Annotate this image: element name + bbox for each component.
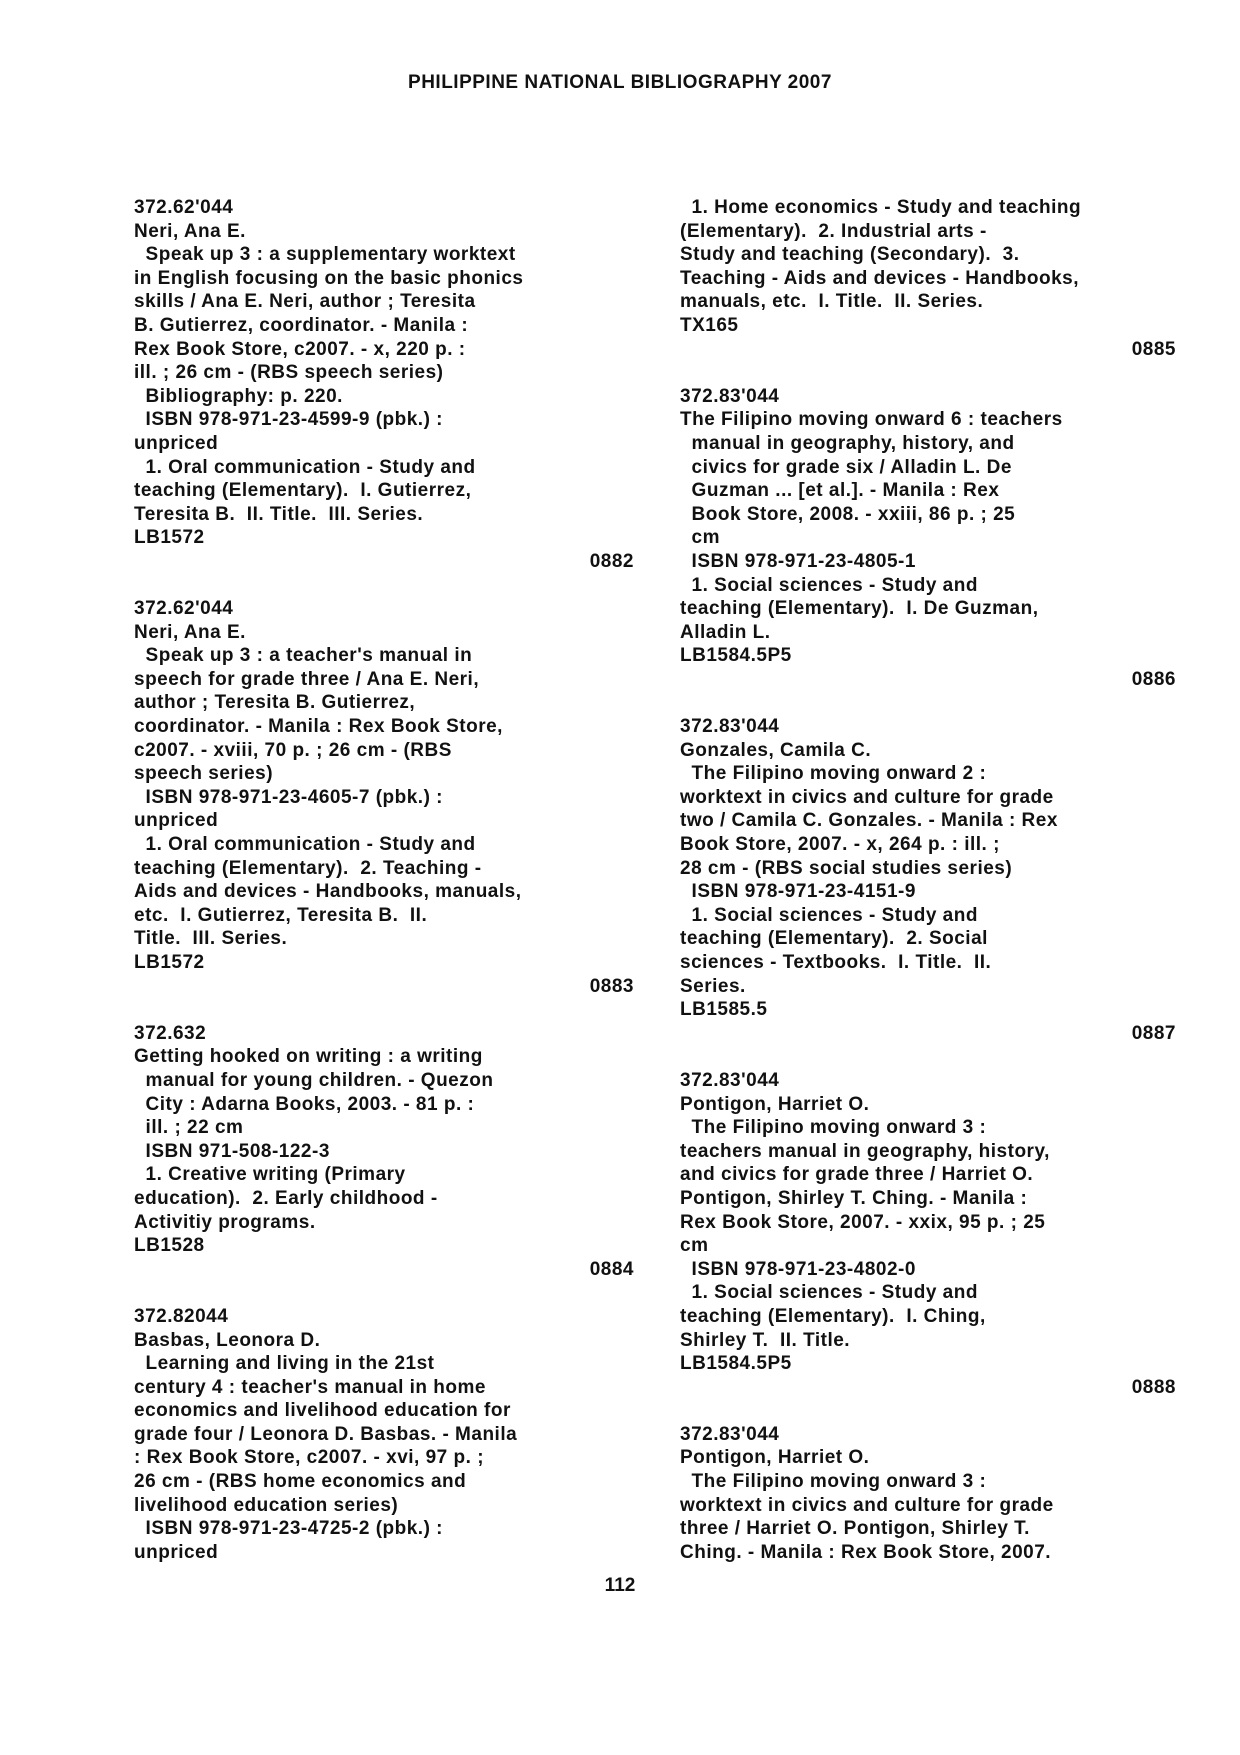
entry-number: 0883 — [589, 975, 634, 997]
text-line: manual for young children. - Quezon — [134, 1069, 494, 1091]
page-title: PHILIPPINE NATIONAL BIBLIOGRAPHY 2007 — [408, 72, 832, 93]
text-line: Teresita B. II. Title. III. Series. — [134, 503, 424, 525]
text-line: Shirley T. II. Title. — [680, 1329, 851, 1351]
text-line: Book Store, 2008. - xxiii, 86 p. ; 25 — [680, 503, 1016, 525]
text-line: teaching (Elementary). 2. Teaching - — [134, 857, 482, 879]
text-line: B. Gutierrez, coordinator. - Manila : — [134, 314, 469, 336]
text-line: in English focusing on the basic phonics — [134, 267, 524, 289]
entry-number: 0887 — [1131, 1022, 1176, 1044]
text-line: LB1584.5P5 — [680, 1353, 792, 1375]
text-line: Teaching - Aids and devices - Handbooks, — [680, 267, 1080, 289]
text-line: Getting hooked on writing : a writing — [134, 1046, 483, 1068]
text-line: grade four / Leonora D. Basbas. - Manila — [134, 1423, 518, 1445]
text-line: City : Adarna Books, 2003. - 81 p. : — [134, 1093, 475, 1115]
text-line: century 4 : teacher's manual in home — [134, 1376, 486, 1398]
text-line: teaching (Elementary). 2. Social — [680, 928, 988, 950]
text-line: author ; Teresita B. Gutierrez, — [134, 692, 416, 714]
text-line: c2007. - xviii, 70 p. ; 26 cm - (RBS — [134, 739, 452, 761]
text-line: ISBN 978-971-23-4599-9 (pbk.) : — [134, 409, 444, 431]
text-line: coordinator. - Manila : Rex Book Store, — [134, 716, 503, 738]
text-line: 28 cm - (RBS social studies series) — [680, 857, 1013, 879]
text-line: ill. ; 26 cm - (RBS speech series) — [134, 362, 444, 384]
text-line: 372.62'044 — [134, 598, 234, 620]
entry-number: 0886 — [1131, 668, 1176, 690]
text-line: Rex Book Store, 2007. - xxix, 95 p. ; 25 — [680, 1211, 1046, 1233]
text-line: speech series) — [134, 763, 274, 785]
text-line: 1. Social sciences - Study and — [680, 574, 978, 596]
text-line: The Filipino moving onward 3 : — [680, 1117, 987, 1139]
text-line: and civics for grade three / Harriet O. — [680, 1164, 1034, 1186]
text-line: civics for grade six / Alladin L. De — [680, 456, 1012, 478]
text-line: 1. Oral communication - Study and — [134, 834, 476, 856]
text-line: 372.632 — [134, 1022, 207, 1044]
text-line: LB1572 — [134, 952, 205, 973]
text-line: Alladin L. — [680, 621, 771, 643]
text-line: Pontigon, Harriet O. — [680, 1093, 870, 1115]
text-line: skills / Ana E. Neri, author ; Teresita — [134, 291, 476, 313]
text-line: 1. Social sciences - Study and — [680, 904, 978, 926]
text-line: 1. Social sciences - Study and — [680, 1282, 978, 1304]
text-line: Neri, Ana E. — [134, 621, 246, 643]
text-line: unpriced — [134, 432, 219, 454]
text-line: 1. Creative writing (Primary — [134, 1164, 406, 1186]
text-line: Bibliography: p. 220. — [134, 385, 343, 407]
text-line: The Filipino moving onward 6 : teachers — [680, 409, 1063, 431]
text-line: Guzman ... [et al.]. - Manila : Rex — [680, 480, 1000, 502]
text-line: manuals, etc. I. Title. II. Series. — [680, 291, 984, 313]
text-line: ISBN 978-971-23-4802-0 — [680, 1258, 916, 1280]
text-line: The Filipino moving onward 3 : — [680, 1471, 987, 1493]
text-line: economics and livelihood education for — [134, 1400, 511, 1422]
text-line — [680, 691, 1176, 715]
text-line: Gonzales, Camila C. — [680, 739, 872, 761]
text-line: LB1528 — [134, 1235, 205, 1257]
text-line: 372.62'044 — [134, 197, 234, 218]
text-line: unpriced — [134, 810, 219, 832]
text-line — [134, 998, 634, 1022]
right-column — [680, 196, 1176, 1564]
text-line: Speak up 3 : a teacher's manual in — [134, 645, 473, 667]
text-line: 372.83'044 — [680, 1423, 780, 1445]
text-line: ISBN 978-971-23-4725-2 (pbk.) : — [134, 1518, 444, 1540]
text-line — [680, 361, 1176, 385]
text-line: TX165 — [680, 314, 739, 336]
text-line: Rex Book Store, c2007. - x, 220 p. : — [134, 338, 466, 360]
text-line: 372.82044 — [134, 1305, 229, 1327]
text-line: Pontigon, Shirley T. Ching. - Manila : — [680, 1187, 1028, 1209]
entry-number: 0884 — [589, 1258, 634, 1280]
text-line: Title. III. Series. — [134, 928, 288, 950]
text-line: Neri, Ana E. — [134, 220, 246, 242]
text-line: ill. ; 22 cm — [134, 1117, 244, 1139]
text-line: worktext in civics and culture for grade — [680, 786, 1054, 808]
left-column — [134, 196, 634, 1564]
text-line: 372.83'044 — [680, 1069, 780, 1091]
text-line: Speak up 3 : a supplementary worktext — [134, 244, 516, 266]
text-line: 1. Home economics - Study and teaching — [680, 197, 1082, 218]
text-line: LB1584.5P5 — [680, 645, 792, 667]
text-line: Book Store, 2007. - x, 264 p. : ill. ; — [680, 834, 1000, 856]
text-line: three / Harriet O. Pontigon, Shirley T. — [680, 1518, 1030, 1540]
text-line: teaching (Elementary). I. Ching, — [680, 1305, 986, 1327]
text-line: speech for grade three / Ana E. Neri, — [134, 668, 480, 690]
text-line: sciences - Textbooks. I. Title. II. — [680, 952, 992, 973]
entry-number: 0888 — [1131, 1376, 1176, 1398]
text-line: 372.83'044 — [680, 716, 780, 738]
text-line: ISBN 971-508-122-3 — [134, 1140, 330, 1162]
text-line: teachers manual in geography, history, — [680, 1140, 1050, 1162]
text-line: The Filipino moving onward 2 : — [680, 763, 987, 785]
text-line: Learning and living in the 21st — [134, 1353, 435, 1375]
text-line: 1. Oral communication - Study and — [134, 456, 476, 478]
text-line — [134, 574, 634, 598]
text-line: livelihood education series) — [134, 1494, 399, 1516]
text-line: LB1585.5 — [680, 999, 768, 1021]
text-line: Pontigon, Harriet O. — [680, 1447, 870, 1469]
text-line — [680, 1399, 1176, 1423]
text-line: ISBN 978-971-23-4151-9 — [680, 881, 916, 903]
text-line: worktext in civics and culture for grade — [680, 1494, 1054, 1516]
text-line: two / Camila C. Gonzales. - Manila : Rex — [680, 810, 1058, 832]
entry-number: 0885 — [1131, 338, 1176, 360]
text-line: unpriced — [134, 1541, 219, 1563]
text-line: ISBN 978-971-23-4605-7 (pbk.) : — [134, 786, 444, 808]
text-line: teaching (Elementary). I. De Guzman, — [680, 598, 1039, 620]
text-line: (Elementary). 2. Industrial arts - — [680, 220, 987, 242]
text-line: Activitiy programs. — [134, 1211, 316, 1233]
text-line: ISBN 978-971-23-4805-1 — [680, 550, 916, 572]
text-line — [680, 1045, 1176, 1069]
text-line: Series. — [680, 975, 746, 997]
text-line: Study and teaching (Secondary). 3. — [680, 244, 1020, 266]
text-line: teaching (Elementary). I. Gutierrez, — [134, 480, 472, 502]
text-line: 26 cm - (RBS home economics and — [134, 1471, 467, 1493]
text-line: cm — [680, 1235, 709, 1257]
text-line: LB1572 — [134, 527, 205, 549]
text-line: cm — [680, 527, 721, 549]
entry-number: 0882 — [589, 550, 634, 572]
text-line: Aids and devices - Handbooks, manuals, — [134, 881, 522, 903]
text-line — [134, 1281, 634, 1305]
text-line: 372.83'044 — [680, 385, 780, 407]
text-line: Basbas, Leonora D. — [134, 1329, 321, 1351]
text-line: manual in geography, history, and — [680, 432, 1015, 454]
text-line: Ching. - Manila : Rex Book Store, 2007. — [680, 1541, 1052, 1563]
page-number: 112 — [604, 1575, 636, 1596]
text-line: etc. I. Gutierrez, Teresita B. II. — [134, 904, 428, 926]
text-line: : Rex Book Store, c2007. - xvi, 97 p. ; — [134, 1447, 485, 1469]
text-line: education). 2. Early childhood - — [134, 1187, 438, 1209]
